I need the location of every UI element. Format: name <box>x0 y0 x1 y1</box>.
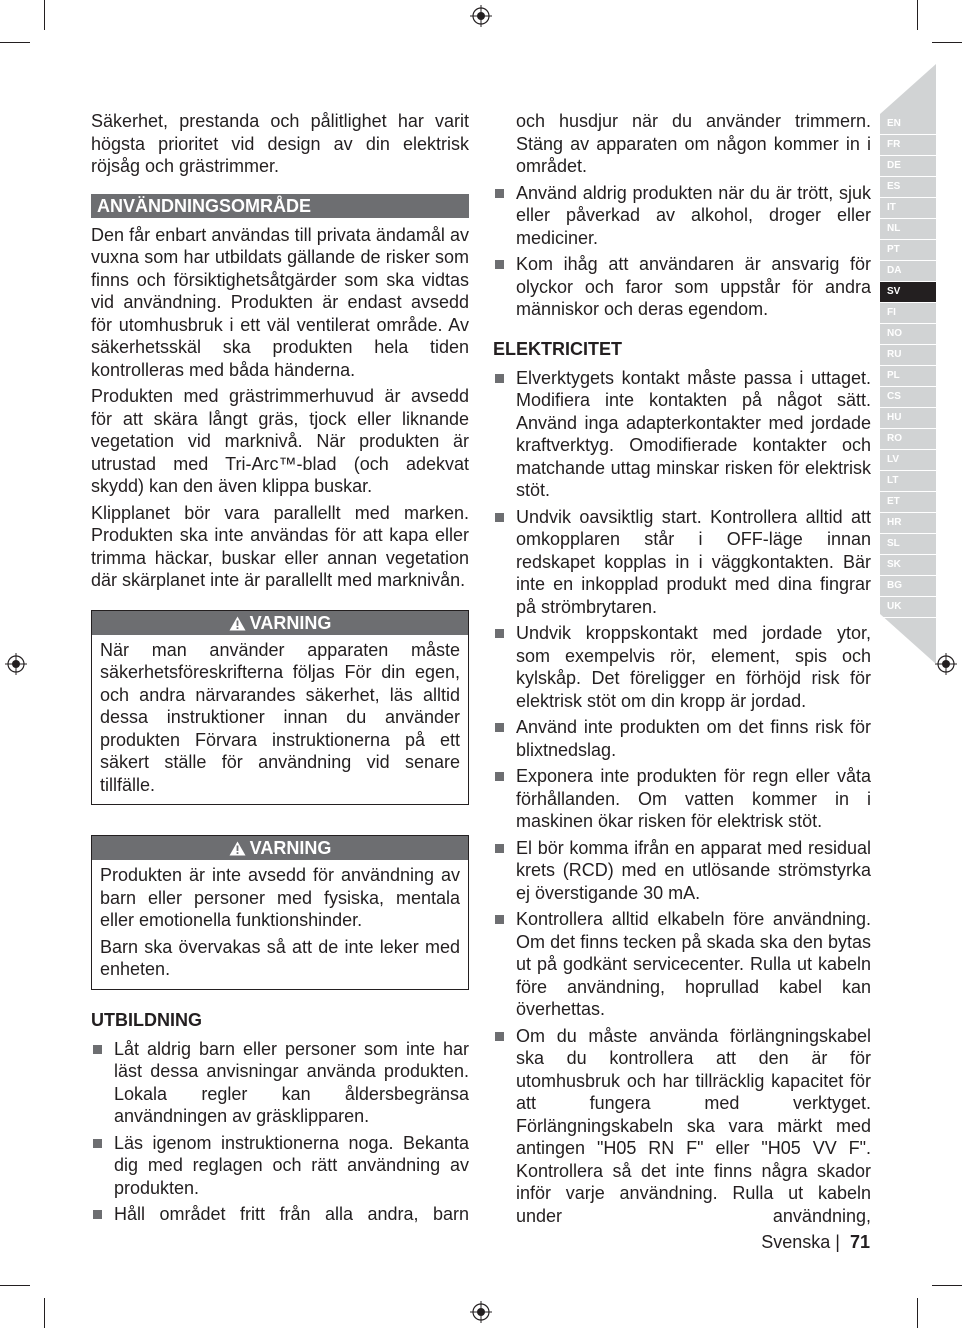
list-item: Låt aldrig barn eller personer som inte har läst dessa anvisningar använda produkten. Lokala regler kan åldersbegränsa användningen av gräsklipparen. <box>91 1038 469 1128</box>
list-item: El bör komma ifrån en apparat med residual krets (RCD) med en utlösande strömstyrka ej överstigande 30 mA. <box>493 837 871 905</box>
list-item: Använd inte produkten om det finns risk för blixtnedslag. <box>493 716 871 761</box>
crop-mark <box>0 1285 30 1286</box>
language-tab-sk: SK <box>880 555 936 576</box>
warning-header <box>92 611 468 635</box>
language-tab-cs: CS <box>880 387 936 408</box>
registration-mark-icon <box>5 653 27 675</box>
footer-language: Svenska | <box>761 1232 840 1252</box>
language-tab-list <box>880 114 936 618</box>
language-tab-lv: LV <box>880 450 936 471</box>
crop-mark <box>932 1285 962 1286</box>
language-tab-es: ES <box>880 177 936 198</box>
warning-title: VARNING <box>249 612 332 633</box>
crop-mark <box>44 0 45 30</box>
language-tab-ru: RU <box>880 345 936 366</box>
language-tab-sv: SV <box>880 282 936 303</box>
electricity-list <box>493 367 871 1228</box>
page-footer <box>761 1230 870 1254</box>
language-tab-pl: PL <box>880 366 936 387</box>
list-item: Kontrollera alltid elkabeln före användning. Om det finns tecken på skada ska den bytas ut på godkänt servicecenter. Rulla ut kabeln före användning, hoprullad kabel kan överhettas. <box>493 908 871 1021</box>
language-tab-fi: FI <box>880 303 936 324</box>
crop-mark <box>917 0 918 30</box>
list-item: Undvik kroppskontakt med jordade ytor, som exempelvis rör, element, spis och kylskåp. Det föreligger en förhöjd risk för elektrisk stöt om din kropp är jordad. <box>493 622 871 712</box>
warning-triangle-icon <box>229 616 246 631</box>
crop-mark <box>917 1298 918 1328</box>
list-item: Håll området fritt från alla andra, barn <box>91 1203 469 1226</box>
language-tab-no: NO <box>880 324 936 345</box>
warning-text: Barn ska övervakas så att de inte leker med enheten. <box>100 936 460 979</box>
language-tab-bg: BG <box>880 576 936 597</box>
language-tab-de: DE <box>880 156 936 177</box>
crop-mark <box>0 42 30 43</box>
warning-text: När man använder apparaten måste säkerhetsföreskrifterna följas För din egen, och andra närvarandes säkerhet, läs alltid dessa instruktioner innan du använder produkten Förvara instruktionerna på ett säkert ställe för användning vid senare tillfälle. <box>100 639 460 795</box>
warning-text: Produkten är inte avsedd för användning av barn eller personer med fysiska, mentala eller emotionella funktionshinder. <box>100 865 460 930</box>
left-column <box>91 110 469 1230</box>
page-number: 71 <box>849 1232 870 1252</box>
registration-mark-icon <box>470 5 492 27</box>
use-paragraph-1: Den får enbart användas till privata ändamål av vuxna som har utbildats gällande de risker som finns och försiktighetsåtgärder som ska vidtas vid användning. Produkten är endast avsedd för utomhusbruk i ett väl ventilerat område. Av säkerhetsskäl ska produkten hela tiden kontrolleras med båda händerna. <box>91 224 469 380</box>
list-item: Om du måste använda förlängningskabel ska du kontrollera att den är för utomhusbruk och har tillräcklig kapacitet för att fungera med verktyget. Förlängningskabeln ska vara märkt med antingen "H05 RN F" eller "H05 VV F". Kontrollera så det inte finns några skador inför varje användning. Rulla ut kabeln under användning, <box>493 1025 871 1228</box>
section-title-training: UTBILDNING <box>91 1009 202 1030</box>
continuation-paragraph: och husdjur när du använder trimmern. Stäng av apparaten om någon kommer in i området. <box>516 111 871 176</box>
crop-mark <box>44 1298 45 1328</box>
warning-triangle-icon <box>229 841 246 856</box>
language-tab-et: ET <box>880 492 936 513</box>
warning-header <box>92 836 468 860</box>
list-item: Elverktygets kontakt måste passa i uttaget. Modifiera inte kontakten på något sätt. Använd inga adapterkontakter med jordade kraftverktyg. Omodifierade kontakter och matchande uttag minskar risken för elektrisk stöt. <box>493 367 871 502</box>
list-item: Undvik oavsiktlig start. Kontrollera alltid att omkopplaren står i OFF-läge innan redskapet kopplas in i väggkontakten. Bär inte en inkopplad produkt med dina fingrar på strömbrytaren. <box>493 506 871 619</box>
list-item: Läs igenom instruktionerna noga. Bekanta dig med reglagen och rätt användning av produkten. <box>91 1132 469 1200</box>
use-paragraph-3: Klipplanet bör vara parallellt med marken. Produkten ska inte användas för att kapa eller trimma häckar, buskar eller annan vegetation där skärplanet inte är parallellt med marknivån. <box>91 502 469 590</box>
training-list <box>91 1038 469 1226</box>
intro-paragraph: Säkerhet, prestanda och pålitlighet har varit högsta prioritet vid design av din elektrisk röjsåg och grästrimmer. <box>91 111 469 176</box>
registration-mark-icon <box>470 1301 492 1323</box>
language-tab-fr: FR <box>880 135 936 156</box>
warning-title: VARNING <box>249 838 332 858</box>
language-tab-it: IT <box>880 198 936 219</box>
language-tab-lt: LT <box>880 471 936 492</box>
language-tab-nl: NL <box>880 219 936 240</box>
language-tab-da: DA <box>880 261 936 282</box>
language-tab-en: EN <box>880 114 936 135</box>
crop-mark <box>932 42 962 43</box>
list-item: Använd aldrig produkten när du är trött, sjuk eller påverkad av alkohol, droger eller mediciner. <box>493 182 871 250</box>
use-paragraph-2: Produkten med grästrimmerhuvud är avsedd för att skära långt gräs, tjock eller liknande vegetation vid marknivå. När produkten är utrustad med Tri-Arc™-blad (och adekvat skydd) kan den även klippa buskar. <box>91 386 469 496</box>
language-tab-uk: UK <box>880 597 936 618</box>
right-column <box>493 110 871 1231</box>
language-tab-ro: RO <box>880 429 936 450</box>
language-tab-hu: HU <box>880 408 936 429</box>
section-title-electricity: ELEKTRICITET <box>493 338 622 359</box>
list-item: Kom ihåg att användaren är ansvarig för olyckor och faror som uppstår för andra människor och deras egendom. <box>493 253 871 321</box>
language-tab-hr: HR <box>880 513 936 534</box>
warning-box-2 <box>91 835 469 990</box>
language-tab-sl: SL <box>880 534 936 555</box>
section-title-use: ANVÄNDNINGSOMRÅDE <box>91 194 469 218</box>
language-tab-pt: PT <box>880 240 936 261</box>
registration-mark-icon <box>935 653 957 675</box>
warning-box-1 <box>91 610 469 806</box>
training-list-continued <box>493 182 871 321</box>
list-item: Exponera inte produkten för regn eller våta förhållanden. Om vatten kommer in i maskinen ökar risken för elektrisk stöt. <box>493 765 871 833</box>
